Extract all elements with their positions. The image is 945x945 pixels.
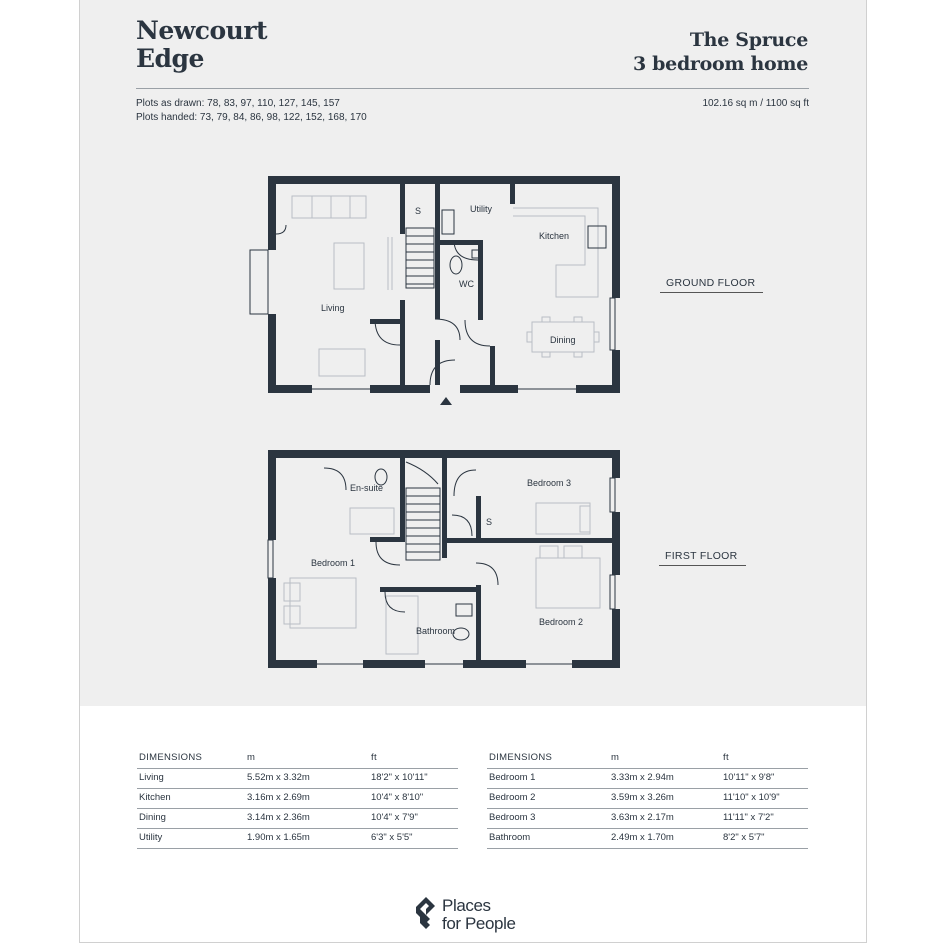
- table-row: Dining 3.14m x 2.36m 10'4" x 7'9": [137, 809, 458, 829]
- entrance-arrow-icon: [440, 397, 452, 405]
- kitchen-counter-icon: [513, 208, 598, 297]
- house-type: 3 bedroom home: [632, 53, 808, 75]
- ground-floor-walls: [268, 176, 620, 393]
- table-row: Bedroom 1 3.33m x 2.94m 10'11" x 9'8": [487, 769, 808, 789]
- room-label-wc: WC: [459, 279, 474, 289]
- house-name: The Spruce: [689, 29, 808, 51]
- armchair-icon: [319, 349, 365, 376]
- room-label-store: S: [415, 206, 422, 216]
- room-label-bedroom1: Bedroom 1: [311, 558, 356, 568]
- plot-numbers: Plots as drawn: 78, 83, 97, 110, 127, 145, 157 Plots handed: 73, 79, 84, 86, 98, 122, 152, 168, 170: [136, 98, 367, 123]
- dimensions-table-right: [487, 749, 808, 849]
- table-row: Bathroom 2.49m x 1.70m 8'2" x 5'7": [487, 829, 808, 849]
- room-label-store-first: S: [486, 517, 493, 527]
- bath-icon: [386, 596, 418, 654]
- brand-name: Places for People: [442, 896, 516, 933]
- room-label-bathroom: Bathroom: [416, 626, 456, 636]
- table-header: DIMENSIONS m ft: [137, 749, 458, 769]
- floor-plans: [80, 0, 866, 706]
- brochure-sheet: [79, 0, 867, 943]
- table-row: Utility 1.90m x 1.65m 6'3" x 5'5": [137, 829, 458, 849]
- table-row: Bedroom 3 3.63m x 2.17m 11'11" x 7'2": [487, 809, 808, 829]
- room-label-dining: Dining: [550, 335, 576, 345]
- development-name: Newcourt Edge: [136, 16, 268, 73]
- table-row: Kitchen 3.16m x 2.69m 10'4" x 8'10": [137, 789, 458, 809]
- sofa-icon: [292, 196, 366, 218]
- dimensions-table-left: [137, 749, 458, 849]
- table-row: Living 5.52m x 3.32m 18'2" x 10'11": [137, 769, 458, 789]
- floor-area: 102.16 sq m / 1100 sq ft: [702, 98, 809, 109]
- room-label-ensuite: En-suite: [350, 483, 384, 493]
- bed-3-icon: [536, 503, 590, 534]
- room-label-bedroom3: Bedroom 3: [527, 478, 572, 488]
- places-for-people-logo-icon: [414, 894, 438, 934]
- bed-2-icon: [536, 558, 600, 608]
- first-floor-label: FIRST FLOOR: [659, 550, 746, 566]
- room-label-bedroom2: Bedroom 2: [539, 617, 584, 627]
- room-label-utility: Utility: [470, 204, 492, 214]
- room-label-kitchen: Kitchen: [539, 231, 570, 241]
- table-row: Bedroom 2 3.59m x 3.26m 11'10" x 10'9": [487, 789, 808, 809]
- ground-floor-label: GROUND FLOOR: [660, 277, 763, 293]
- shower-icon: [350, 508, 394, 534]
- coffee-table-icon: [334, 243, 364, 289]
- room-label-living: Living: [321, 303, 345, 313]
- table-header: DIMENSIONS m ft: [487, 749, 808, 769]
